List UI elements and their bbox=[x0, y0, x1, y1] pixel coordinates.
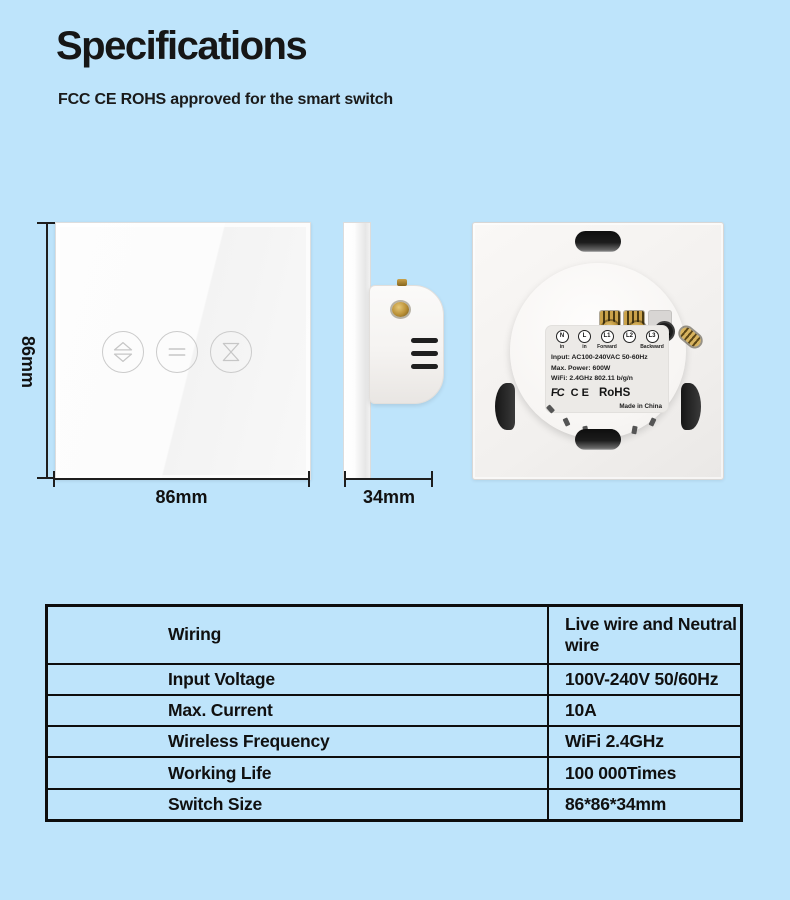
ce-logo: CE bbox=[570, 386, 592, 399]
terminal-pin-circle: L2 bbox=[623, 330, 636, 343]
spec-value: 86*86*34mm bbox=[548, 789, 742, 821]
terminal-l3: L3 Backward bbox=[641, 330, 663, 350]
terminal-pin-circle: L bbox=[578, 330, 591, 343]
terminal-pin-circle: L3 bbox=[646, 330, 659, 343]
spec-label: Max. Current bbox=[47, 695, 549, 726]
curtain-open-icon bbox=[106, 335, 140, 369]
depth-dimension-label: 34mm bbox=[362, 487, 416, 507]
terminal-pin-circle: N bbox=[556, 330, 569, 343]
page-title: Specifications bbox=[56, 24, 307, 68]
fcc-logo: FC bbox=[550, 386, 565, 399]
width-dimension-label: 86mm bbox=[155, 487, 208, 507]
mounting-claw-left bbox=[495, 383, 515, 430]
certification-row bbox=[551, 387, 663, 399]
terminal-l1: L1 Forward bbox=[596, 330, 618, 350]
table-row bbox=[47, 789, 742, 821]
input-spec-text: Input: AC100-240VAC 50-60Hz bbox=[551, 354, 648, 361]
spec-table bbox=[45, 604, 743, 822]
vent-slot bbox=[411, 364, 438, 369]
depth-dimension-tick-left bbox=[344, 471, 346, 487]
vent-slot bbox=[411, 351, 438, 356]
height-dimension-label: 86mm bbox=[18, 335, 38, 389]
switch-back-module bbox=[510, 263, 686, 439]
brass-screw bbox=[392, 302, 409, 317]
brass-screw bbox=[678, 325, 703, 349]
table-row bbox=[47, 757, 742, 788]
switch-front-panel bbox=[55, 222, 311, 480]
touch-button-close bbox=[210, 331, 252, 373]
table-row bbox=[47, 726, 742, 757]
depth-dimension-line bbox=[344, 478, 433, 480]
spec-value: Live wire and Neutral wire bbox=[548, 606, 742, 664]
curtain-pause-icon bbox=[160, 335, 194, 369]
depth-dimension-tick-right bbox=[431, 471, 433, 487]
spec-label: Input Voltage bbox=[47, 664, 549, 695]
spec-label: Switch Size bbox=[47, 789, 549, 821]
height-dimension-tick-top bbox=[37, 222, 56, 224]
table-row bbox=[47, 606, 742, 664]
touch-button-open bbox=[102, 331, 144, 373]
spec-value: 100 000Times bbox=[548, 757, 742, 788]
clip-mark bbox=[649, 417, 657, 426]
power-spec-text: Max. Power: 600W bbox=[551, 364, 611, 372]
table-row bbox=[47, 695, 742, 726]
spec-value: 100V-240V 50/60Hz bbox=[548, 664, 742, 695]
height-dimension-line bbox=[46, 223, 48, 479]
switch-side-faceplate bbox=[343, 222, 371, 480]
vent-slot bbox=[411, 338, 438, 343]
wifi-spec-text: WiFi: 2.4GHz 802.11 b/g/n bbox=[551, 375, 633, 383]
curtain-close-icon bbox=[214, 335, 248, 369]
mounting-slot-top bbox=[575, 231, 621, 252]
terminal-pin bbox=[397, 279, 407, 286]
label-info-lines bbox=[551, 353, 663, 385]
switch-side-body bbox=[369, 285, 444, 404]
terminal-n: N in bbox=[551, 330, 573, 350]
mounting-slot-bottom bbox=[575, 429, 621, 450]
product-info-label bbox=[545, 325, 669, 413]
table-row bbox=[47, 664, 742, 695]
touch-button-pause bbox=[156, 331, 198, 373]
spec-value: WiFi 2.4GHz bbox=[548, 726, 742, 757]
terminal-l: L in bbox=[574, 330, 596, 350]
clip-mark bbox=[563, 417, 571, 426]
terminal-row bbox=[551, 330, 663, 350]
spec-label: Wiring bbox=[47, 606, 549, 664]
width-dimension-tick-right bbox=[308, 471, 310, 487]
terminal-pin-circle: L1 bbox=[601, 330, 614, 343]
spec-label: Wireless Frequency bbox=[47, 726, 549, 757]
terminal-l2 bbox=[619, 330, 641, 350]
page-subtitle: FCC CE ROHS approved for the smart switch bbox=[58, 91, 393, 108]
spec-label: Working Life bbox=[47, 757, 549, 788]
width-dimension-tick-left bbox=[53, 471, 55, 487]
made-in-china-text: Made in China bbox=[619, 403, 662, 410]
spec-value: 10A bbox=[548, 695, 742, 726]
rohs-logo: RoHS bbox=[598, 386, 631, 399]
width-dimension-line bbox=[53, 478, 310, 480]
mounting-claw-right bbox=[681, 383, 701, 430]
clip-mark bbox=[631, 426, 637, 435]
back-view bbox=[472, 222, 724, 480]
